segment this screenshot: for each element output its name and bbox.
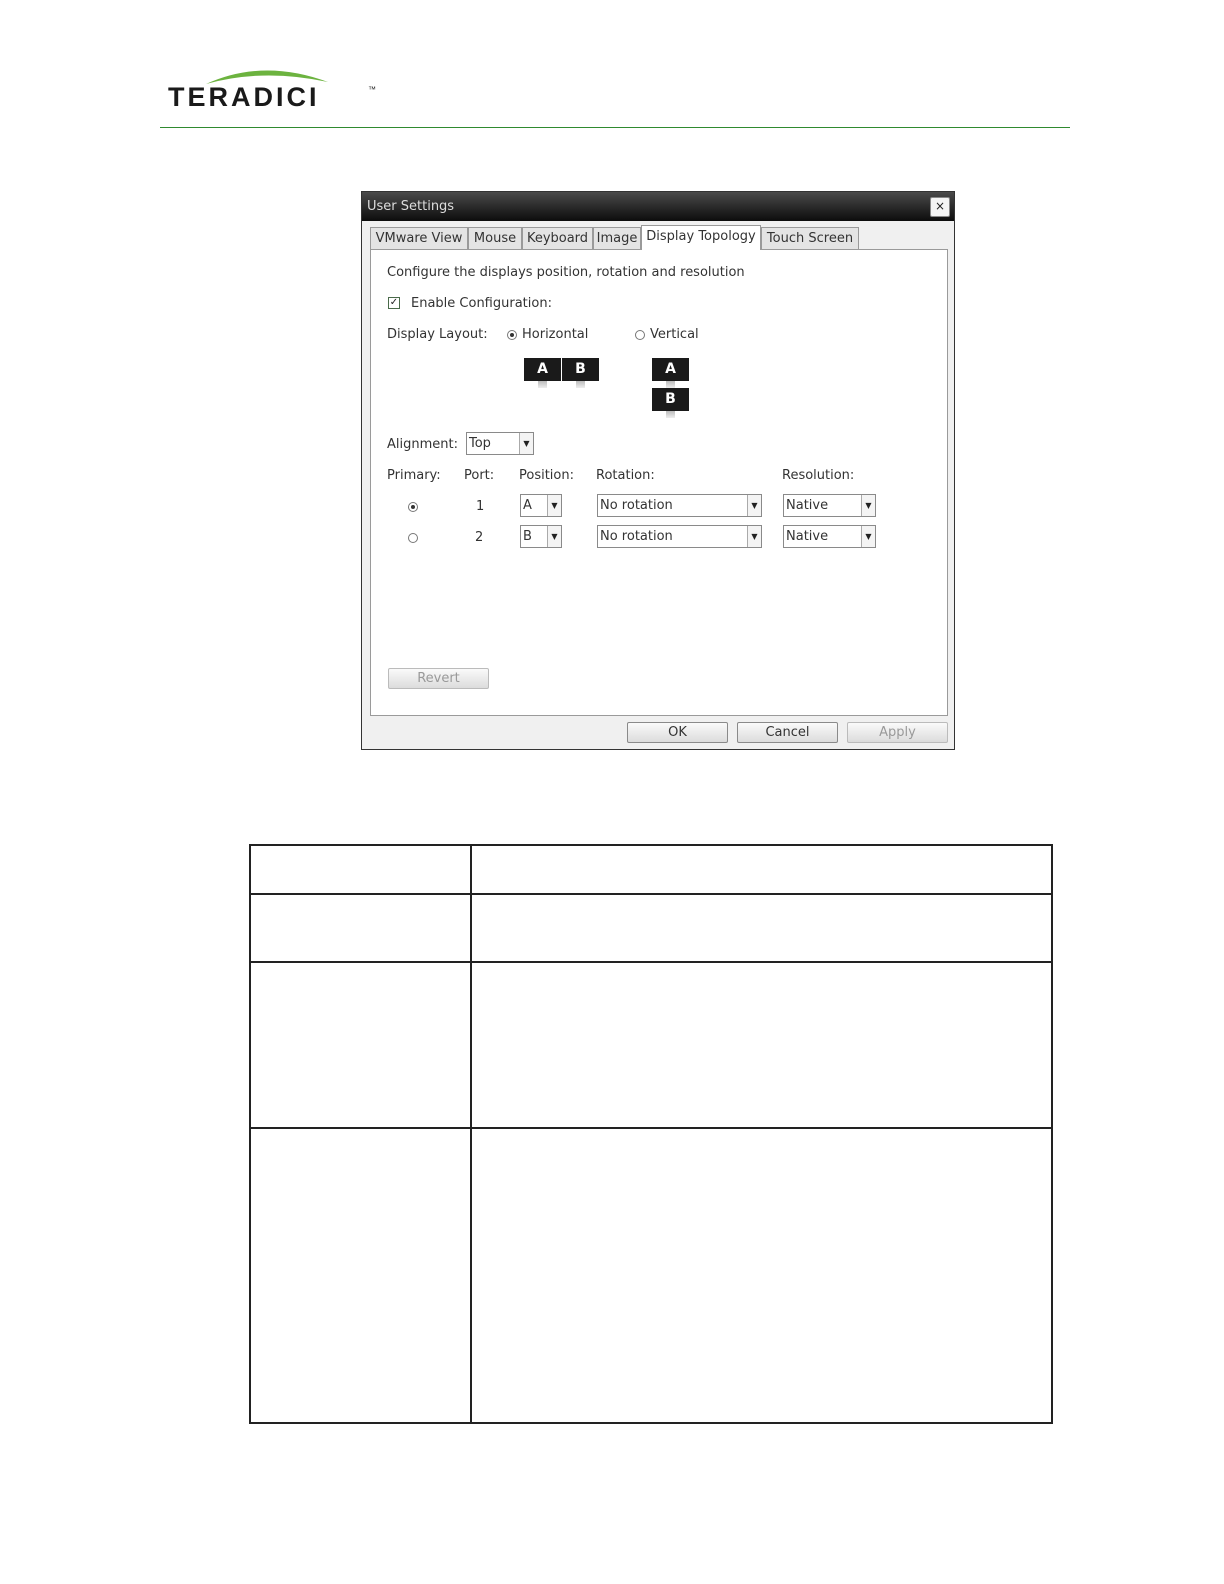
table-cell (250, 894, 471, 962)
table-cell (250, 845, 471, 894)
close-button[interactable] (930, 197, 950, 217)
tab-touch-screen[interactable]: Touch Screen (761, 227, 859, 249)
resolution-select-port-2[interactable] (783, 525, 876, 548)
alignment-select[interactable] (466, 432, 534, 455)
display-topology-panel (370, 249, 948, 716)
panel-description: Configure the displays position, rotation and resolution (387, 265, 745, 280)
port-number: 1 (476, 499, 485, 514)
tab-keyboard[interactable]: Keyboard (522, 227, 593, 249)
dialog-titlebar (362, 192, 954, 221)
primary-radio-port-1[interactable] (408, 502, 418, 512)
position-select-port-2[interactable] (520, 525, 562, 548)
ok-button[interactable]: OK (627, 722, 728, 743)
tab-display-topology[interactable]: Display Topology (641, 225, 761, 250)
header-rule (160, 127, 1070, 128)
check-icon: ✓ (389, 297, 399, 308)
port-number: 2 (475, 530, 484, 545)
horizontal-monitor-b-icon: B (562, 358, 599, 381)
table-cell (250, 962, 471, 1128)
chevron-down-icon: ▼ (747, 526, 761, 547)
table-cell (250, 1128, 471, 1423)
settings-table (249, 844, 1053, 1424)
position-header: Position: (519, 468, 574, 483)
alignment-value: Top (469, 436, 491, 451)
table-row (250, 962, 1052, 1128)
revert-button[interactable]: Revert (388, 668, 489, 689)
chevron-down-icon: ▼ (547, 526, 561, 547)
table-cell (471, 962, 1052, 1128)
horizontal-monitor-a-icon: A (524, 358, 561, 381)
resolution-value: Native (786, 498, 829, 513)
resolution-select-port-1[interactable] (783, 494, 876, 517)
table-cell (471, 1128, 1052, 1423)
chevron-down-icon: ▼ (747, 495, 761, 516)
tab-mouse[interactable]: Mouse (468, 227, 522, 249)
vertical-radio[interactable] (635, 330, 645, 340)
chevron-down-icon: ▼ (547, 495, 561, 516)
vertical-label: Vertical (650, 327, 699, 342)
tab-image[interactable]: Image (593, 227, 641, 249)
alignment-label: Alignment: (387, 437, 458, 452)
apply-button[interactable]: Apply (847, 722, 948, 743)
rotation-select-port-2[interactable] (597, 525, 762, 548)
chevron-down-icon: ▼ (861, 526, 875, 547)
logo-text: TERADICI (168, 82, 320, 112)
teradici-logo (168, 62, 383, 112)
resolution-header: Resolution: (782, 468, 855, 483)
cancel-button[interactable]: Cancel (737, 722, 838, 743)
tab-vmware-view[interactable]: VMware View (370, 227, 468, 249)
primary-radio-port-2[interactable] (408, 533, 418, 543)
horizontal-radio[interactable] (507, 330, 517, 340)
resolution-value: Native (786, 529, 829, 544)
rotation-select-port-1[interactable] (597, 494, 762, 517)
chevron-down-icon: ▼ (861, 495, 875, 516)
table-cell (471, 845, 1052, 894)
vertical-monitor-a-icon: A (652, 358, 689, 381)
table-cell (471, 894, 1052, 962)
vertical-monitor-b-icon: B (652, 388, 689, 411)
dialog-title: User Settings (367, 199, 455, 214)
user-settings-dialog (361, 191, 955, 750)
rotation-value: No rotation (600, 529, 673, 544)
primary-header: Primary: (387, 468, 441, 483)
enable-configuration-label: Enable Configuration: (411, 296, 552, 311)
table-row (250, 845, 1052, 894)
position-select-port-1[interactable] (520, 494, 562, 517)
port-header: Port: (464, 468, 495, 483)
horizontal-label: Horizontal (522, 327, 589, 342)
rotation-value: No rotation (600, 498, 673, 513)
rotation-header: Rotation: (596, 468, 655, 483)
table-row (250, 1128, 1052, 1423)
position-value: B (523, 529, 532, 544)
logo-trademark: ™ (368, 85, 376, 94)
table-row (250, 894, 1052, 962)
chevron-down-icon: ▼ (519, 433, 533, 454)
close-icon: × (934, 199, 946, 213)
enable-configuration-checkbox[interactable] (388, 297, 400, 309)
position-value: A (523, 498, 532, 513)
display-layout-label: Display Layout: (387, 327, 488, 342)
